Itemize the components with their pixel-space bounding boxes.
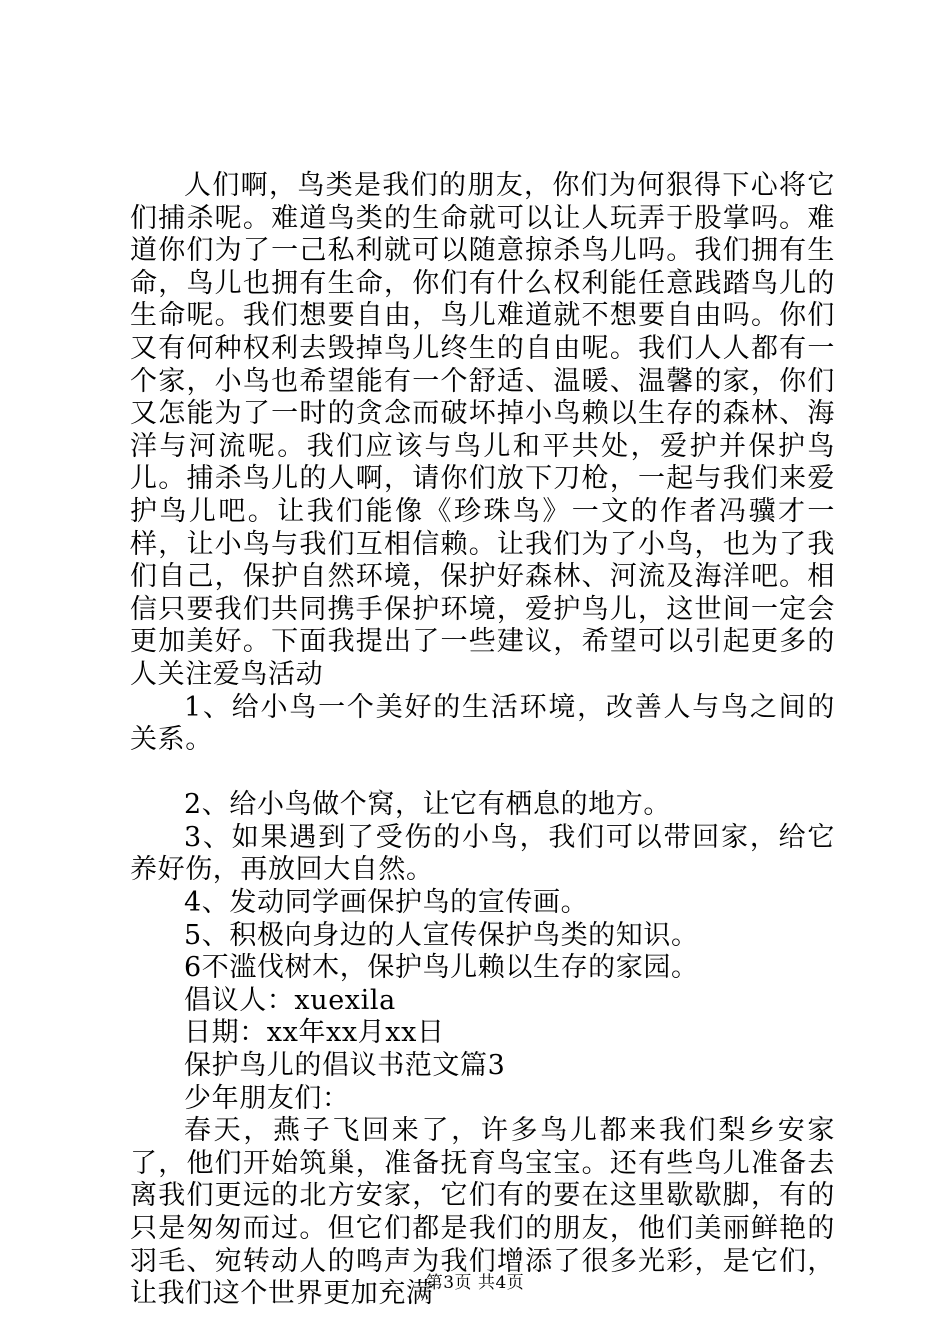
suggestion-item-2: 2、给小鸟做个窝，让它有栖息的地方。 [184, 789, 671, 821]
section-heading: 保护鸟儿的倡议书范文篇3 [184, 1050, 506, 1082]
suggestion-item-3: 3、如果遇到了受伤的小鸟，我们可以带回家，给它养好伤，再放回大自然。 [130, 821, 835, 886]
suggestion-item-1: 1、给小鸟一个美好的生活环境，改善人与鸟之间的关系。 [130, 691, 835, 756]
date-line: 日期：xx年xx月xx日 [184, 1017, 445, 1049]
paragraph-spring: 春天，燕子飞回来了，许多鸟儿都来我们梨乡安家了，他们开始筑巢，准备抚育鸟宝宝。还有些鸟儿准备去离我们更远的北方安家，它们有的要在这里歇歇脚，有的只是匆匆而过。但它们都是我们的朋友，他们美丽鲜艳的羽毛、宛转动人的鸣声为我们增添了很多光彩，是它们，让我们这个世界更加充满 [130, 1115, 835, 1310]
suggestion-item-6: 6不滥伐树木，保护鸟儿赖以生存的家园。 [184, 952, 699, 984]
paragraph-intro: 人们啊，鸟类是我们的朋友，你们为何狠得下心将它们捕杀呢。难道鸟类的生命就可以让人玩弄于股掌吗。难道你们为了一己私利就可以随意掠杀鸟儿吗。我们拥有生命，鸟儿也拥有生命，你们有什么权利能任意践踏鸟儿的生命呢。我们想要自由，鸟儿难道就不想要自由吗。你们又有何种权利去毁掉鸟儿终生的自由呢。我们人人都有一个家，小鸟也希望能有一个舒适、温暖、温馨的家，你们又怎能为了一时的贪念而破坏掉小鸟赖以生存的森林、海洋与河流呢。我们应该与鸟儿和平共处，爱护并保护鸟儿。捕杀鸟儿的人啊，请你们放下刀枪，一起与我们来爱护鸟儿吧。让我们能像《珍珠鸟》一文的作者冯骥才一样，让小鸟与我们互相信赖。让我们为了小鸟，也为了我们自己，保护自然环境，保护好森林、河流及海洋吧。相信只要我们共同携手保护环境，爱护鸟儿，这世间一定会更加美好。下面我提出了一些建议，希望可以引起更多的人关注爱鸟活动 [130, 170, 835, 690]
suggestion-item-4: 4、发动同学画保护鸟的宣传画。 [184, 887, 589, 919]
salutation: 少年朋友们： [184, 1082, 350, 1114]
page-footer [0, 1268, 950, 1293]
document-body [130, 170, 835, 1311]
proposer-line: 倡议人：xuexila [184, 984, 396, 1016]
suggestion-item-5: 5、积极向身边的人宣传保护鸟类的知识。 [184, 919, 699, 951]
page-number: 第3页 共4页 [425, 1273, 525, 1293]
